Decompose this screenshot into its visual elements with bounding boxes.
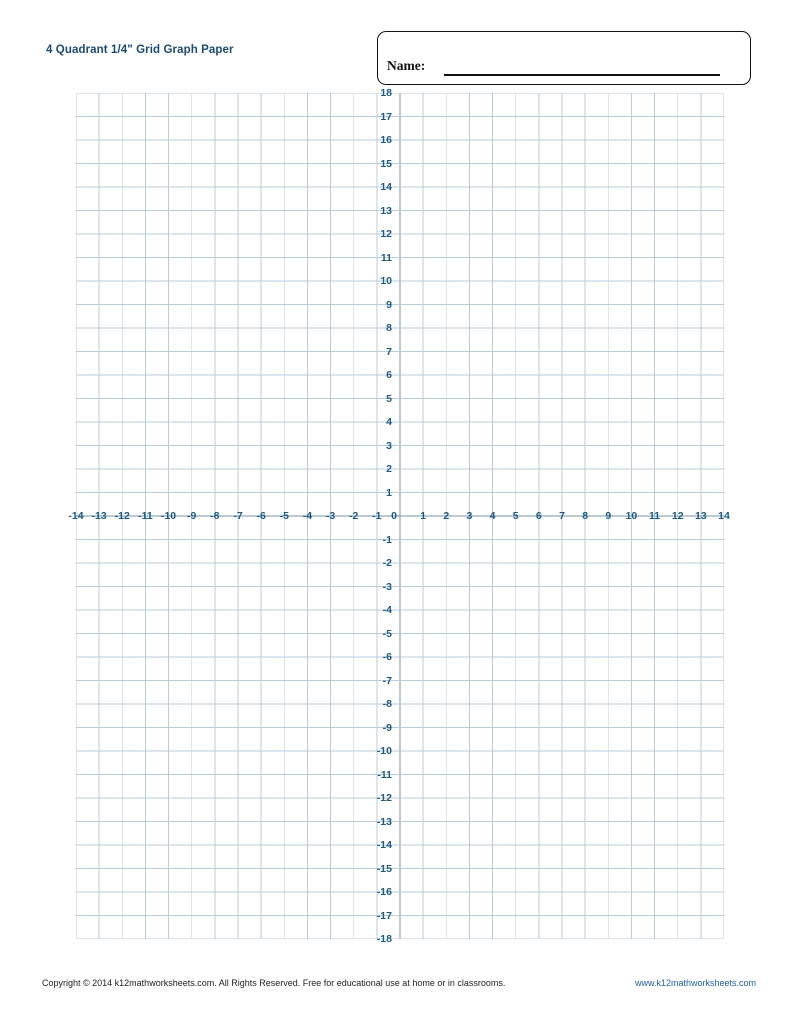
x-axis-label: 6 [535,510,542,522]
x-axis-label: 3 [466,510,473,522]
x-axis-label: -13 [91,510,107,522]
x-axis-label: 8 [582,510,589,522]
x-axis-label: -1 [372,510,382,522]
y-axis-label: -13 [376,815,392,828]
x-axis-label: -8 [210,510,220,522]
y-axis-label: -7 [382,674,392,687]
x-axis-label: 7 [559,510,565,522]
y-axis-label: 17 [380,110,392,123]
x-axis-label: 13 [695,510,707,522]
y-axis-label: -8 [382,698,392,710]
y-axis-label: -5 [382,627,392,640]
y-axis-label: 13 [380,204,392,217]
y-axis-label: 14 [380,181,392,193]
y-axis-label: 11 [380,251,392,264]
x-axis-label: 12 [671,510,684,522]
y-axis-label: 18 [380,87,392,99]
x-axis-label: -7 [233,510,243,522]
x-axis-label: 5 [512,510,519,522]
y-axis-label: -9 [382,721,392,734]
y-axis-label: 15 [380,157,392,170]
name-label: Name: [387,58,426,73]
y-axis-label: 9 [386,298,392,311]
x-axis-label: 2 [443,510,450,522]
x-axis-label: 14 [718,510,730,522]
x-axis-label: 10 [625,510,638,522]
y-axis-label: 6 [386,369,392,381]
y-axis-label: 4 [386,416,392,428]
x-axis-label: -4 [302,510,313,522]
y-axis-label: -17 [376,909,392,922]
copyright-text: Copyright © 2014 k12mathworksheets.com. All Rights Reserved. Free for educational use at home or in classrooms. [42,978,506,988]
x-axis-label: 4 [489,510,496,522]
y-axis-label: -18 [376,933,392,945]
y-axis-label: -16 [376,886,392,898]
y-axis-label: -6 [382,651,392,663]
name-write-line[interactable] [444,74,720,76]
page-title: 4 Quadrant 1/4" Grid Graph Paper [46,44,234,56]
y-axis-label: 3 [386,439,392,452]
x-axis-label: -2 [349,510,359,522]
y-axis-label: -1 [382,533,392,546]
y-axis-label: -15 [376,862,392,875]
y-axis-label: -3 [382,580,392,593]
x-axis-label: 0 [391,510,397,522]
x-axis-label: 11 [649,510,661,522]
y-axis-label: -14 [376,839,392,851]
x-axis-label: -9 [187,510,197,522]
y-axis-label: -11 [377,768,392,781]
y-axis-label: 10 [380,275,392,287]
y-axis-label: 7 [386,345,392,358]
y-axis-label: -2 [382,557,392,569]
y-axis-label: -10 [376,745,392,757]
website-link-anchor[interactable]: www.k12mathworksheets.com [634,978,756,988]
y-axis-label: -4 [382,604,392,616]
y-axis-label: 12 [380,228,392,240]
x-axis-label: -3 [325,510,336,522]
x-axis-label: -12 [114,510,130,522]
x-axis-label: -10 [160,510,177,522]
x-axis-label: -5 [279,510,289,522]
x-axis-label: -14 [68,510,84,522]
x-axis-label: -11 [138,510,153,522]
name-field-box[interactable] [377,31,751,85]
y-axis-label: 2 [386,463,392,475]
x-axis-label: 1 [420,510,427,522]
y-axis-label: 1 [386,486,392,499]
y-axis-label: 16 [380,134,392,146]
website-link[interactable] [635,978,756,988]
x-axis-label: -6 [256,510,266,522]
y-axis-label: -12 [376,792,392,804]
y-axis-label: 5 [386,392,392,405]
x-axis-label: 9 [605,510,612,522]
y-axis-label: 8 [386,322,392,334]
